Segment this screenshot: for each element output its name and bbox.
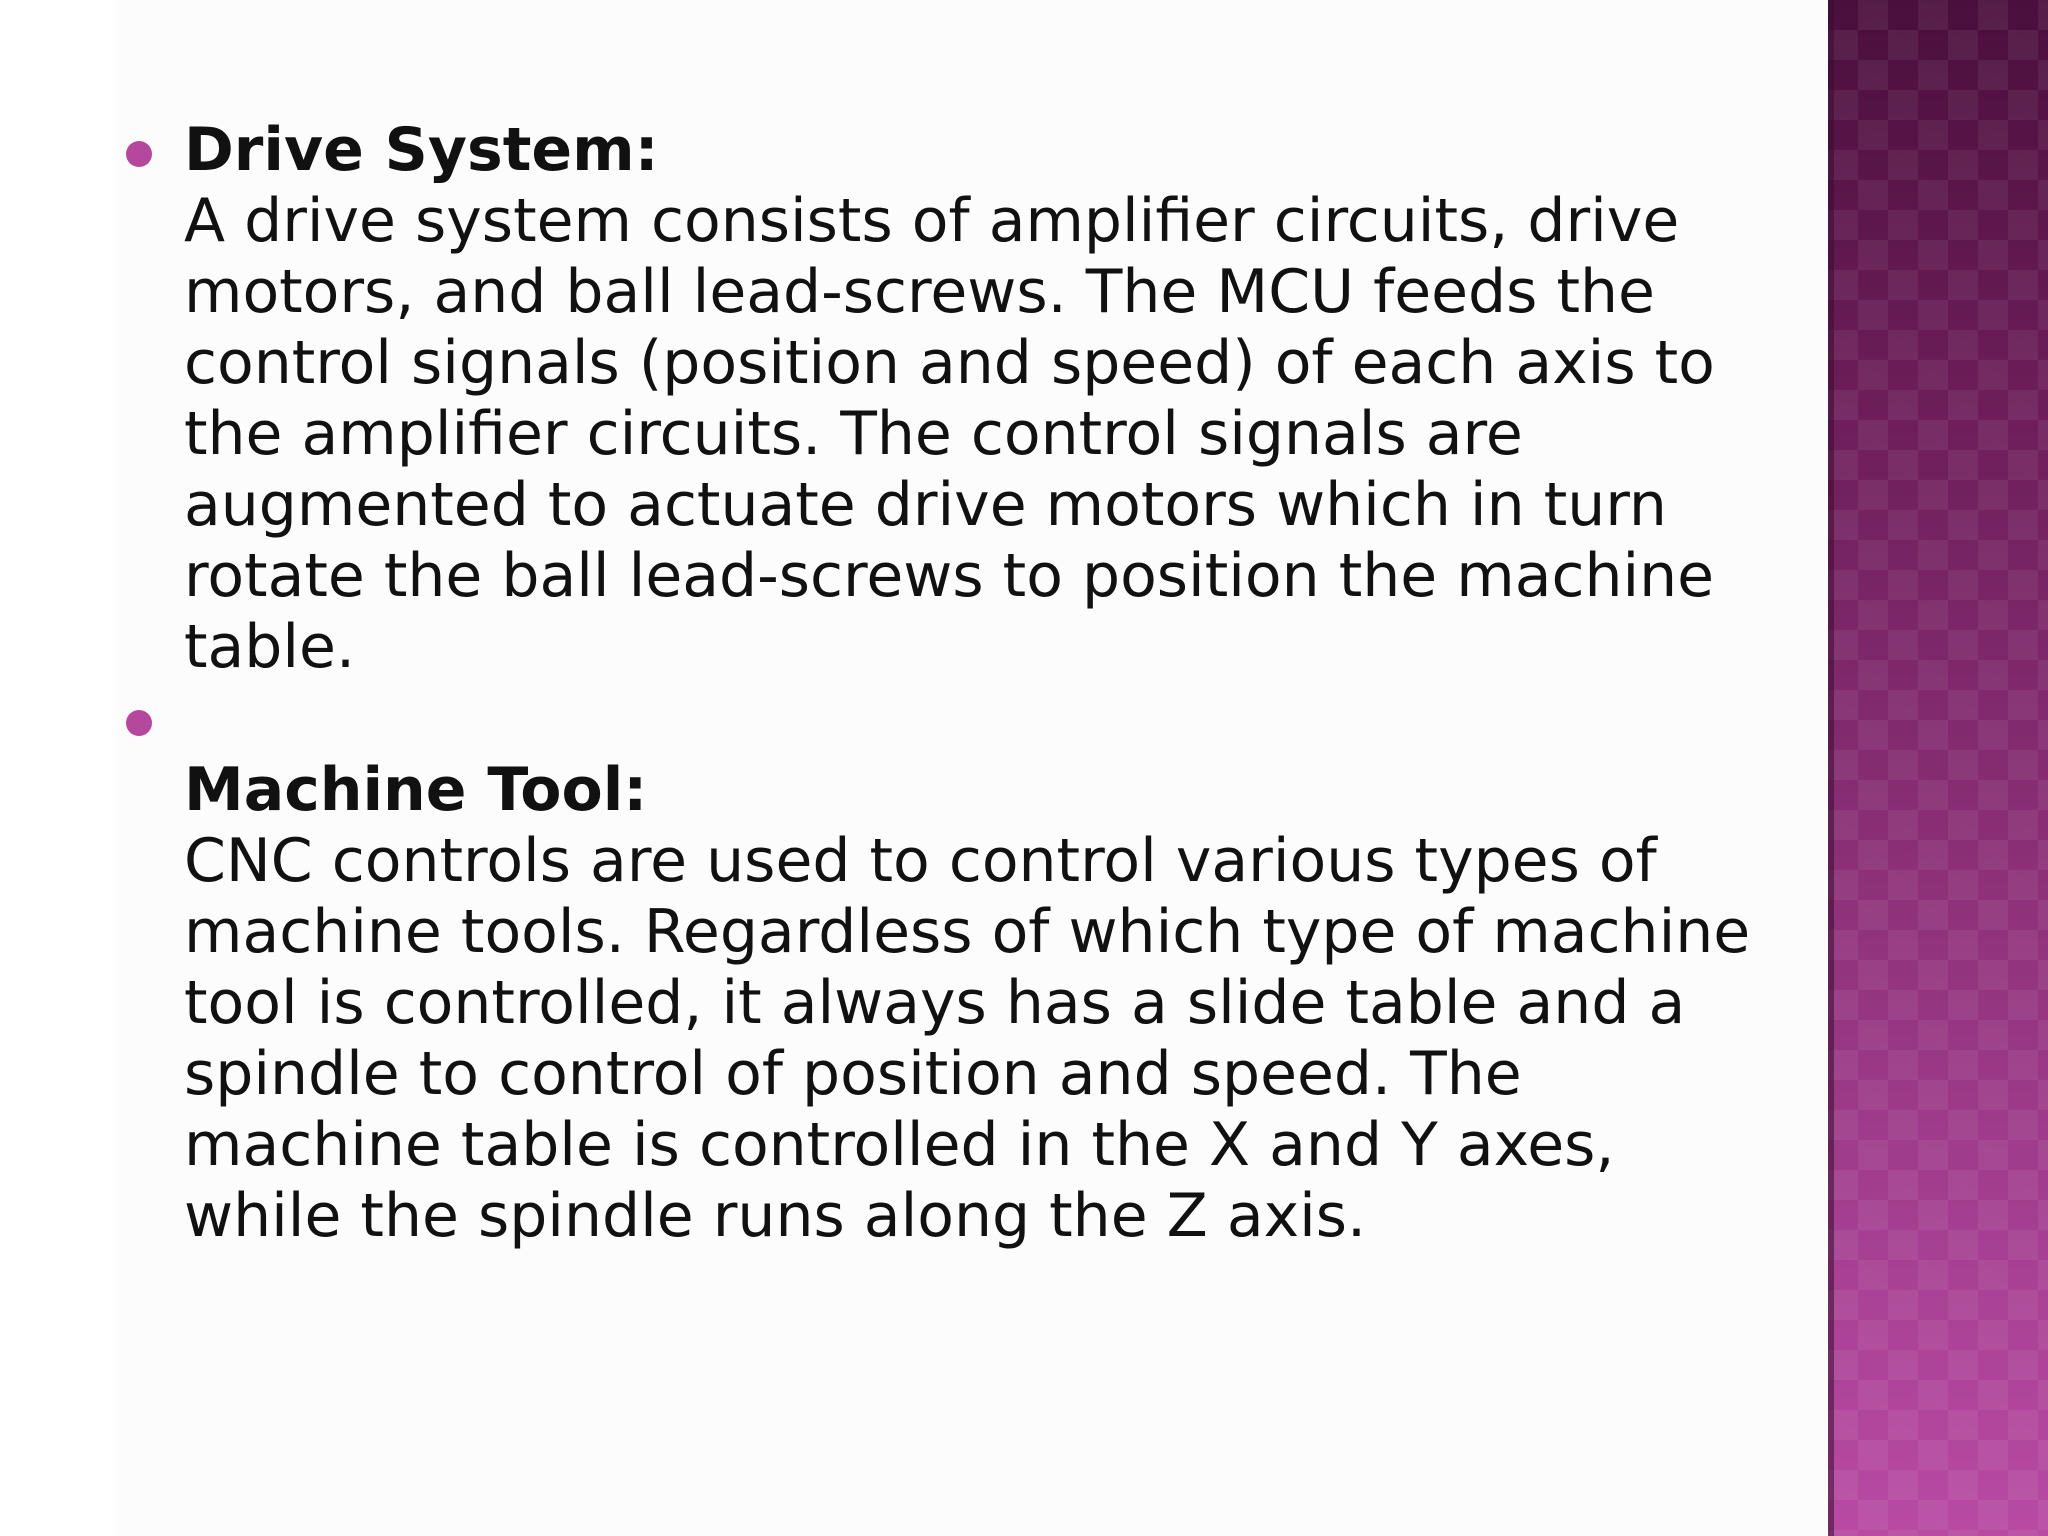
bullet-icon: [126, 710, 152, 736]
decorative-sidebar: [1828, 0, 2048, 1536]
bullet-item-drive-system: [120, 115, 1760, 683]
bullet-body: CNC controls are used to control various types of machine tools. Regardless of which type of machine tool is controlled, it always has a slide table and a spindle to control of position and speed. The machine table is controlled in the X and Y axes, while the spindle runs along the Z axis.: [184, 826, 1751, 1251]
bullet-list: [120, 115, 1760, 1252]
bullet-heading: Drive System:: [184, 115, 659, 185]
bullet-body: A drive system consists of amplifier circuits, drive motors, and ball lead-screws. The MCU feeds the control signals (position and speed) of each axis to the amplifier circuits. The control signals are augmented to actuate drive motors which in turn rotate the ball lead-screws to position the machine table.: [184, 186, 1715, 682]
bullet-item-machine-tool: [120, 684, 1760, 1252]
sidebar-pattern: [1828, 0, 2048, 1536]
bullet-icon: [126, 141, 152, 167]
sidebar-edge: [1828, 0, 1834, 1536]
bullet-heading: Machine Tool:: [184, 755, 648, 825]
blank-line: [184, 684, 1760, 755]
